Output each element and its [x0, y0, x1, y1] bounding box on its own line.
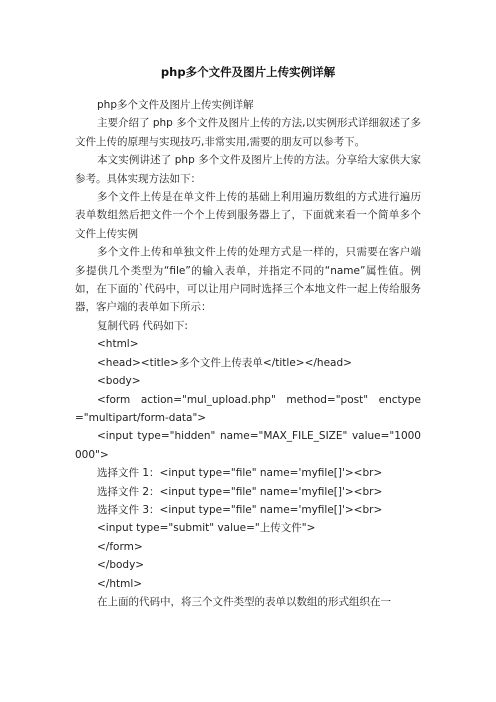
code-line: </html> — [97, 577, 143, 590]
paragraph-client-form: 多个文件上传和单独文件上传的处理方式是一样的，只需要在客户端多提供几个类型为“file”的输入表单，并指定不同的“name”属性值。例如，在下面的`代码中，可以让用户同时选择三个本地文件一起上传给服务器，客户端的表单如下所示： — [75, 246, 421, 314]
paragraph-multi-upload: 多个文件上传是在单文件上传的基础上利用遍历数组的方式进行遍历表单数组然后把文件一个个上传到服务器上了，下面就来看一个简单多个文件上传实例 — [75, 191, 421, 240]
code-line: <input type="submit" value="上传文件"> — [97, 522, 316, 535]
paragraph-intro: 本文实例讲述了 php 多个文件及图片上传的方法。分享给大家供大家参考。具体实现方法如下： — [75, 154, 421, 185]
document-title: php多个文件及图片上传实例详解 — [160, 65, 336, 79]
paragraph-summary: 主要介绍了 php 多个文件及图片上传的方法,以实例形式详细叙述了多文件上传的原理与实现技巧,非常实用,需要的朋友可以参考下。 — [75, 117, 421, 148]
code-line: 选择文件 1：<input type="file" name='myfile[]'><br> — [97, 467, 383, 480]
code-line: <head><title>多个文件上传表单</title></head> — [97, 356, 352, 369]
code-line: <input type="hidden" name="MAX_FILE_SIZE" value="1000000"> — [75, 430, 421, 461]
code-line: </form> — [97, 540, 143, 553]
code-label: 复制代码 代码如下: — [97, 319, 188, 332]
code-line: <html> — [97, 338, 139, 351]
paragraph-heading: php多个文件及图片上传实例详解 — [97, 99, 254, 111]
paragraph-closing: 在上面的代码中，将三个文件类型的表单以数组的形式组织在一 — [97, 595, 391, 608]
code-line: </body> — [97, 559, 145, 572]
code-line: <body> — [97, 375, 141, 388]
code-line: 选择文件 3：<input type="file" name='myfile[]'><br> — [97, 503, 383, 516]
document-body — [75, 96, 421, 611]
code-line: <form action="mul_upload.php" method="post" enctype="multipart/form-data"> — [75, 393, 421, 424]
code-line: 选择文件 2：<input type="file" name='myfile[]'><br> — [97, 485, 383, 498]
